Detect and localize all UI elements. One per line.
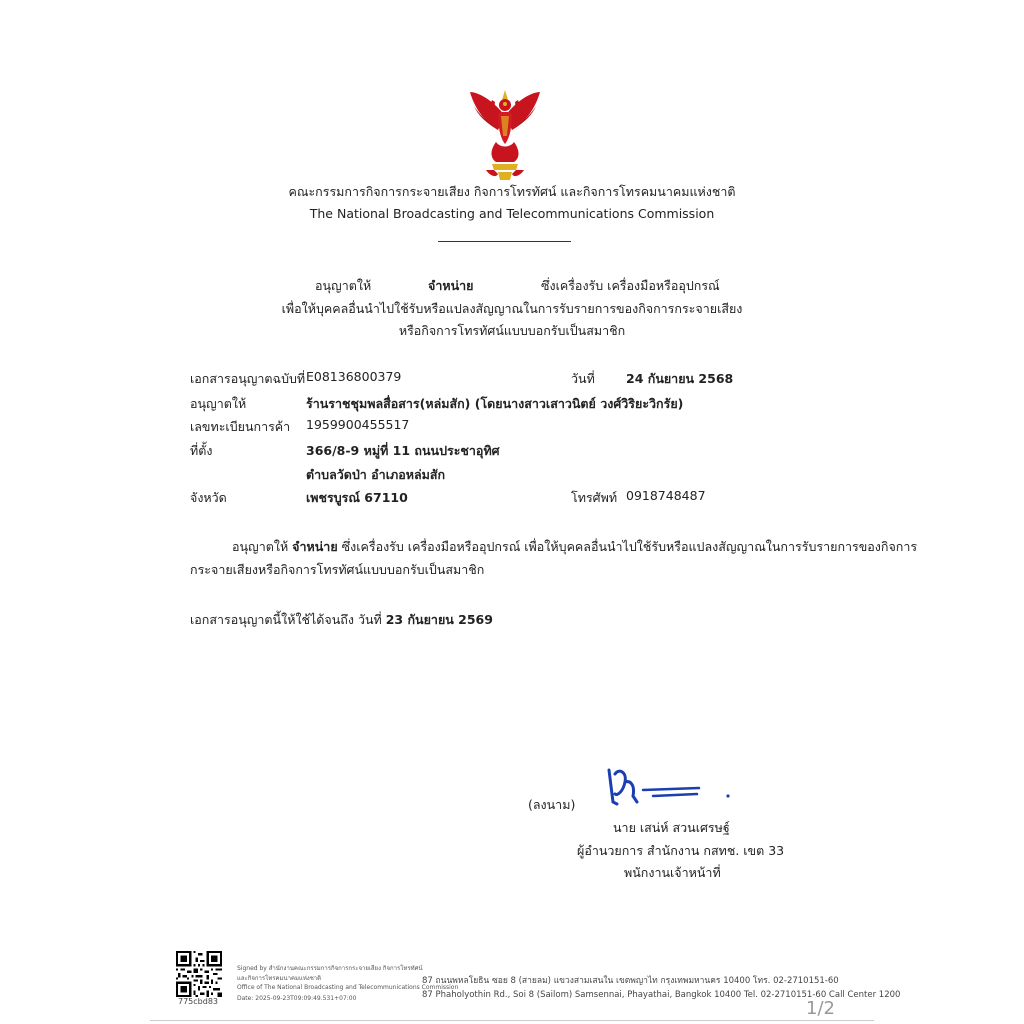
address-line2: ตำบลวัดป่า อำเภอหล่มสัก [306, 467, 446, 482]
phone-label: โทรศัพท์ [571, 490, 618, 505]
qr-caption: 775cbd83 [178, 997, 219, 1006]
permit-line1-bold: จำหน่าย [428, 278, 474, 293]
phone-value: 0918748487 [626, 488, 706, 503]
registration-label: เลขทะเบียนการค้า [190, 419, 291, 434]
signed-by-thai-2: และกิจการโทรคมนาคมแห่งชาติ [237, 975, 322, 982]
date-value: 24 กันยายน 2568 [626, 371, 734, 386]
footer-divider [150, 1020, 874, 1021]
signed-by-thai: Signed by สำนักงานคณะกรรมการกิจการกระจายเสียง กิจการโทรทัศน์ [237, 965, 423, 972]
address-line1: 366/8-9 หมู่ที่ 11 ถนนประชาอุทิศ [306, 443, 500, 458]
garuda-emblem-icon [468, 86, 542, 182]
page-number: 1/2 [806, 998, 835, 1019]
qr-code-icon [176, 951, 222, 997]
validity-line [190, 610, 493, 630]
permit-line1-suffix: ซึ่งเครื่องรับ เครื่องมือหรืออุปกรณ์ [541, 278, 720, 293]
footer-address-thai: 87 ถนนพหลโยธิน ซอย 8 (สายลม) แขวงสามเสนใน เขตพญาไท กรุงเทพมหานคร 10400 โทร. 02-2710151-60 [422, 976, 839, 986]
body-bold: จำหน่าย [292, 539, 338, 554]
doc-no-value: E08136800379 [306, 369, 402, 384]
address-label: ที่ตั้ง [190, 443, 213, 458]
org-name-english: The National Broadcasting and Telecommunications Commission [309, 206, 715, 221]
body-paragraph-line2: กระจายเสียงหรือกิจการโทรทัศน์แบบบอกรับเป็นสมาชิก [190, 562, 485, 577]
signed-date: Date: 2025-09-23T09:09:49.531+07:00 [237, 995, 357, 1002]
grantee-value: ร้านราชชุมพลสื่อสาร(หล่มสัก) (โดยนางสาวเสาวนิตย์ วงศ์วิริยะวิกรัย) [306, 396, 684, 411]
body-rest: ซึ่งเครื่องรับ เครื่องมือหรืออุปกรณ์ เพื่อให้บุคคลอื่นนำไปใช้รับหรือแปลงสัญญาณในการรับรายการของกิจการ [341, 539, 918, 554]
signer-position: ผู้อำนวยการ สำนักงาน กสทช. เขต 33 [577, 843, 785, 858]
province-label: จังหวัด [190, 490, 227, 505]
signed-by-english: Office of The National Broadcasting and Telecommunications Commission [237, 984, 459, 991]
footer-address-english: 87 Phaholyothin Rd., Soi 8 (Sailom) Samsennai, Phayathai, Bangkok 10400 Tel. 02-2710151-60 Call Center 1200 [422, 990, 901, 1000]
registration-value: 1959900455517 [306, 417, 410, 432]
body-prefix: อนุญาตให้ [232, 539, 289, 554]
org-name-thai: คณะกรรมการกิจการกระจายเสียง กิจการโทรทัศน์ และกิจการโทรคมนาคมแห่งชาติ [288, 184, 736, 199]
permit-line3: หรือกิจการโทรทัศน์แบบบอกรับเป็นสมาชิก [398, 323, 626, 338]
validity-date: 23 กันยายน 2569 [385, 612, 493, 627]
grantee-label: อนุญาตให้ [190, 396, 247, 411]
header-divider [438, 241, 571, 242]
permit-line1-prefix: อนุญาตให้ [315, 278, 372, 293]
body-paragraph-line1 [232, 537, 917, 557]
date-label: วันที่ [571, 371, 595, 386]
province-value: เพชรบูรณ์ 67110 [306, 490, 408, 505]
sign-label: (ลงนาม) [528, 797, 576, 812]
doc-no-label: เอกสารอนุญาตฉบับที่ [190, 371, 306, 386]
signer-role: พนักงานเจ้าหน้าที่ [624, 865, 721, 880]
handwritten-signature [603, 764, 743, 808]
validity-prefix: เอกสารอนุญาตนี้ให้ใช้ได้จนถึง วันที่ [190, 612, 382, 627]
signer-name: นาย เสน่ห์ สวนเศรษฐ์ [613, 820, 730, 835]
permit-line2: เพื่อให้บุคคลอื่นนำไปใช้รับหรือแปลงสัญญาณในการรับรายการของกิจการกระจายเสียง [281, 301, 743, 316]
